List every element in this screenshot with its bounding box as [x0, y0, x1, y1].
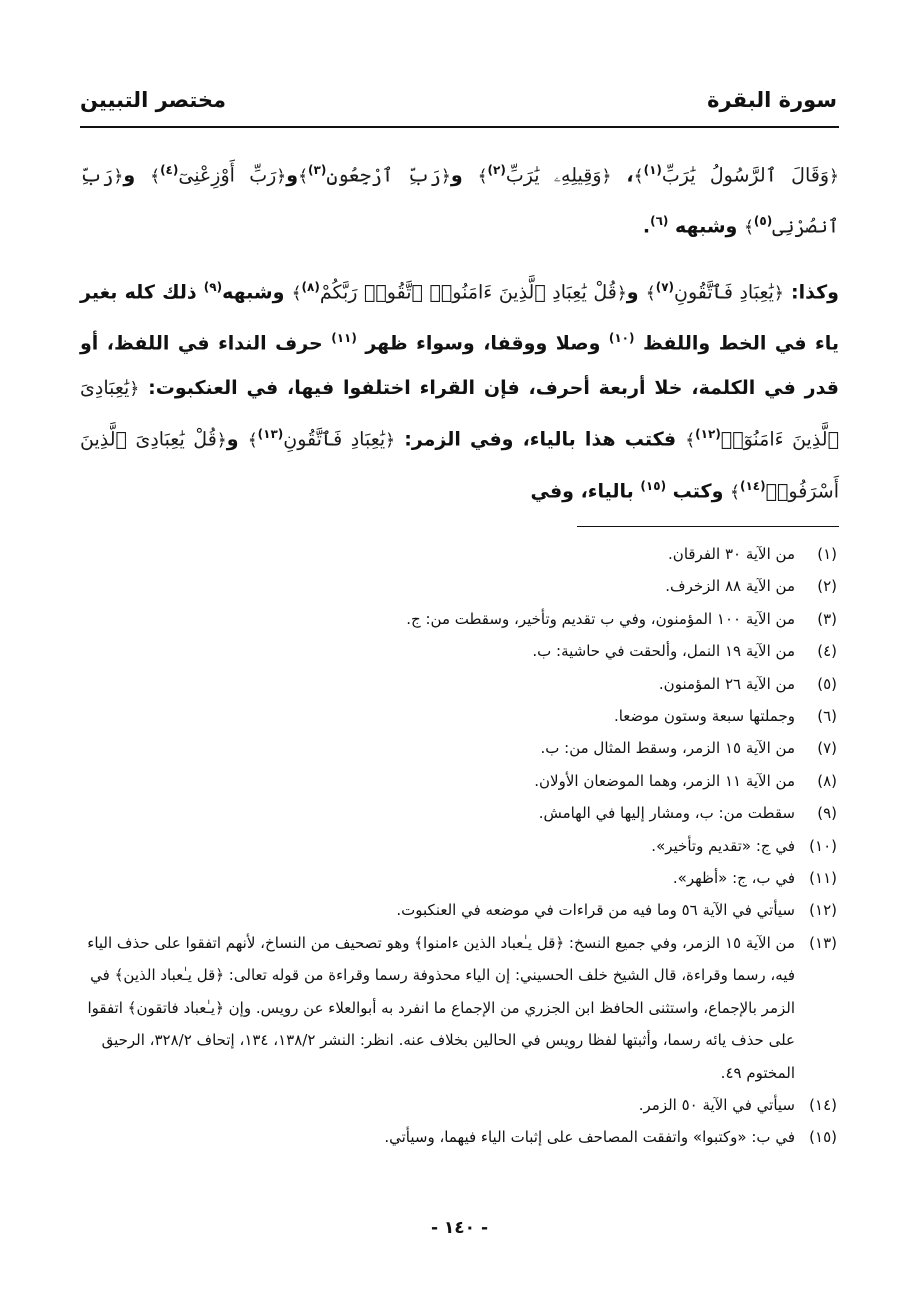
- verse-bracket: ﴾: [247, 430, 258, 451]
- footnote-text: من الآية ٢٦ المؤمنون.: [658, 674, 795, 693]
- footnote-text: من الآية ١١ الزمر، وهما الموضعان الأولان.: [534, 771, 795, 790]
- verse-bracket: ﴿: [773, 282, 784, 303]
- quran-verse: يَٰعِبَادِ فَٱتَّقُونِ: [674, 280, 774, 303]
- footnote: [80, 635, 837, 667]
- quran-verse: رَبِّ أَوْزِعْنِىٓ: [178, 164, 277, 187]
- footnote-number: (١٥): [809, 1128, 837, 1147]
- header-divider: [80, 126, 839, 128]
- verse-bracket: ﴿: [216, 430, 227, 451]
- text-run: .: [642, 215, 651, 238]
- verse-bracket: ﴾: [730, 481, 740, 502]
- footnote-ref: (١٠): [608, 330, 635, 345]
- text-run: بالياء، وفي: [530, 479, 641, 502]
- verse-bracket: ﴾: [150, 166, 161, 187]
- footnote: [80, 732, 837, 764]
- text-run: ذلك كله بغير ياء في الخط واللفظ: [80, 280, 840, 355]
- verse-bracket: ﴾: [743, 217, 754, 238]
- footnote-text: من الآية ١٥ الزمر، وسقط المثال من: ب.: [540, 739, 795, 758]
- footnote: [80, 862, 837, 894]
- footnote-text: في ج: «تقديم وتأخير».: [651, 836, 795, 855]
- quran-verse: رَبِّ ٱرْجِعُونِ: [326, 164, 441, 187]
- footnote: [80, 538, 837, 570]
- text-run: و: [286, 164, 299, 187]
- footnote-text: من الآية ٨٨ الزخرف.: [665, 577, 795, 596]
- footnote-text: من الآية ١٥ الزمر، وفي جميع النسخ: ﴿قل يـٰعباد الذين ءامنوا﴾ وهو تصحيف من النساخ، لأنهم اتفقوا على حذف الياء فيه، رسما وقراءة، قال الشيخ خلف الحسيني: إن الياء محذوفة رسما وقراءة من قوله تعالى: ﴿قل يـٰعباد الذين﴾ في الزمر بالإجماع، واستثنى الحافظ ابن الجزري من الإجماع ما انفرد به أبوالعلاء عن رويس. وإن ﴿يـٰعباد فاتقون﴾ اتفقوا على حذف يائه رسما، وأثبتها لفظا رويس في الحالين بخلاف عنه. انظر: النشر ١٣٨/٢، ١٣٤، إتحاف ٣٢٨/٢، الرحيق المختوم ٤٩.: [87, 933, 795, 1082]
- quran-verse: رَبِّ ٱنصُرْنِى: [80, 164, 839, 238]
- text-run: وكذا:: [783, 280, 839, 303]
- footnote-ref: (٣): [308, 163, 327, 177]
- verse-bracket: ﴿: [276, 166, 287, 187]
- footnote-ref: (٥): [753, 214, 773, 229]
- footnote-number: (٩): [817, 804, 837, 823]
- footnote-ref: (٨): [301, 279, 320, 294]
- footnote: [80, 1089, 837, 1121]
- footnote: [80, 668, 837, 700]
- footnote-number: (٦): [817, 707, 837, 726]
- footnote: [80, 603, 837, 635]
- footnote-number: (٣): [817, 609, 837, 628]
- text-run: و: [123, 164, 151, 187]
- quran-verse: قُلْ يَٰعِبَادِ ٱلَّذِينَ ءَامَنُوا۟ ٱتَّقُوا۟ رَبَّكُمْ: [319, 280, 617, 303]
- footnote-number: (١٤): [809, 1095, 837, 1114]
- verse-bracket: ﴾: [477, 166, 488, 187]
- footnote: [80, 570, 837, 602]
- running-header: [80, 82, 837, 118]
- text-run: حرف النداء في اللفظ، أو قدر في الكلمة، خلا أربعة أحرف، فإن القراء اختلفوا فيها، في العنكبوت:: [80, 332, 839, 400]
- footnote-text: في ب، ج: «أظهر».: [672, 869, 795, 888]
- footnote-ref: (١٣): [257, 427, 284, 442]
- verse-bracket: ﴾: [291, 282, 302, 303]
- footnote-number: (٨): [817, 771, 837, 790]
- text-run: و: [450, 164, 478, 187]
- footnote: [80, 830, 837, 862]
- quran-verse: قُلْ يَٰعِبَادِىَ ٱلَّذِينَ أَسْرَفُوا۟: [80, 428, 839, 502]
- footnote: [80, 894, 837, 926]
- text-run: وصلا ووقفا، وسواء ظهر: [356, 332, 609, 355]
- footnote-ref: (٩): [203, 279, 223, 294]
- page-number: - ١٤٠ -: [430, 1218, 489, 1238]
- verse-bracket: ﴾: [685, 430, 696, 451]
- text-run: وكتب: [666, 479, 731, 502]
- footnote-ref: (١٢): [695, 427, 721, 442]
- verse-bracket: ﴾: [645, 282, 656, 303]
- verse-bracket: ﴿: [385, 430, 396, 451]
- footnote-ref: (١١): [331, 330, 357, 345]
- verse-bracket: ﴿: [113, 166, 124, 187]
- paragraph-1: [80, 148, 839, 251]
- text-run: وشبهه: [222, 280, 292, 303]
- text-run: فكتب هذا بالياء، وفي الزمر:: [395, 428, 686, 451]
- footnote-ref: (١): [643, 163, 662, 177]
- footnote-ref: (١٤): [739, 478, 766, 493]
- footnote-number: (١٠): [809, 836, 837, 855]
- text-run: و: [226, 428, 248, 451]
- quran-verse: يَٰعِبَادِىَ ٱلَّذِينَ ءَامَنُوٓا۟: [80, 377, 839, 451]
- verse-bracket: ﴿: [601, 166, 612, 187]
- footnote: [80, 765, 837, 797]
- footnote-number: (٧): [817, 739, 837, 758]
- text-run: ،: [611, 164, 634, 187]
- footnote-number: (١٣): [809, 933, 837, 952]
- footnote-number: (٥): [817, 674, 837, 693]
- text-run: وشبهه: [668, 215, 744, 238]
- quran-verse: وَقَالَ ٱلرَّسُولُ يَٰرَبِّ: [661, 164, 829, 187]
- footnote-text: سقطت من: ب، ومشار إليها في الهامش.: [538, 804, 795, 823]
- footnote-number: (١١): [809, 869, 837, 888]
- footnote: [80, 1121, 837, 1153]
- footnote-text: سيأتي في الآية ٥٦ وما فيه من قراءات في موضعه في العنكبوت.: [396, 901, 795, 920]
- surah-title: سورة البقرة: [707, 88, 837, 112]
- footnote-ref: (٧): [655, 279, 675, 294]
- verse-bracket: ﴿: [829, 166, 839, 187]
- book-title: مختصر التبيين: [80, 88, 227, 112]
- paragraph-2: [80, 265, 839, 515]
- footnote: [80, 700, 837, 732]
- footnote: [80, 927, 837, 1089]
- verse-bracket: ﴿: [616, 282, 627, 303]
- verse-bracket: ﴿: [440, 166, 451, 187]
- footnote-divider: [577, 526, 839, 527]
- footnotes: [80, 538, 837, 1154]
- footnote-text: سيأتي في الآية ٥٠ الزمر.: [638, 1095, 795, 1114]
- footnote-text: من الآية ١٠٠ المؤمنون، وفي ب تقديم وتأخير، وسقطت من: ج.: [406, 609, 795, 628]
- footnote-number: (٤): [817, 642, 837, 661]
- footnote-ref: (٤): [160, 163, 179, 177]
- footnote-ref: (١٥): [640, 478, 667, 493]
- verse-bracket: ﴿: [129, 379, 140, 400]
- footnote-text: وجملتها سبعة وستون موضعا.: [613, 707, 795, 726]
- footnote-number: (١): [817, 545, 837, 563]
- verse-bracket: ﴾: [298, 166, 309, 187]
- quran-verse: وَقِيلِهِۦ يَٰرَبِّ: [505, 164, 602, 187]
- footnote-number: (١٢): [809, 901, 837, 920]
- main-text: [80, 148, 839, 515]
- footnote: [80, 797, 837, 829]
- footnote-ref: (٢): [487, 163, 506, 177]
- verse-bracket: ﴾: [633, 166, 644, 187]
- footnote-text: من الآية ٣٠ الفرقان.: [668, 545, 795, 563]
- footnote-ref: (٦): [650, 214, 669, 229]
- footnote-text: في ب: «وكتبوا» واتفقت المصاحف على إثبات الياء فيهما، وسيأتي.: [384, 1128, 795, 1147]
- text-run: و: [626, 280, 646, 303]
- footnote-text: من الآية ١٩ النمل، وألحقت في حاشية: ب.: [532, 642, 795, 661]
- footnote-number: (٢): [817, 577, 837, 596]
- quran-verse: يَٰعِبَادِ فَٱتَّقُونِ: [283, 428, 386, 451]
